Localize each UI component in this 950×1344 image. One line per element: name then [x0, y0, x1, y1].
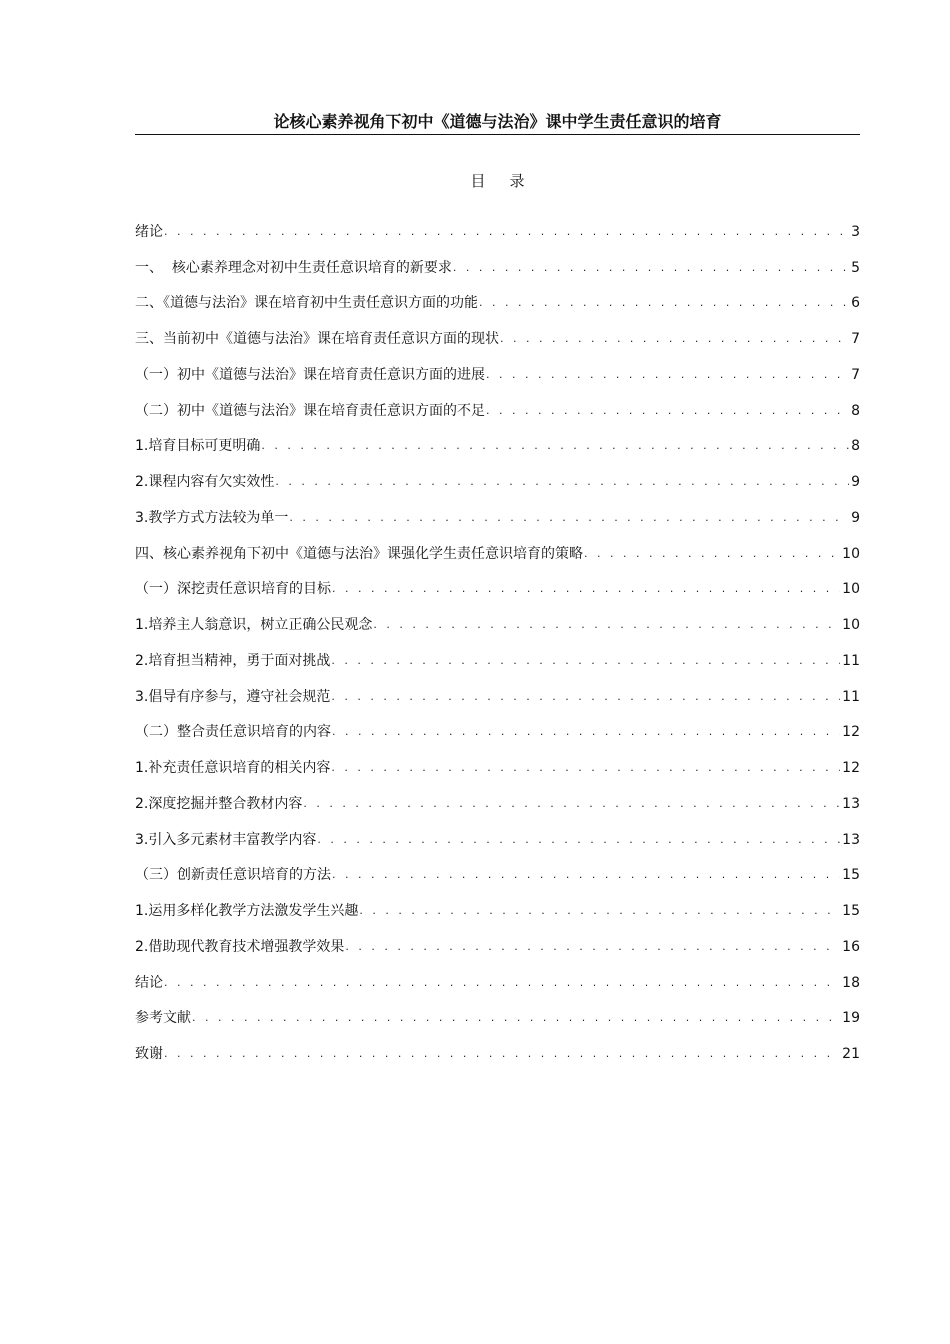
- toc-entry[interactable]: [135, 599, 860, 635]
- toc-leader-dots: [331, 758, 840, 778]
- toc-leader-dots: [359, 901, 840, 921]
- toc-leader-dots: [331, 687, 840, 707]
- toc-entry-label: （一）深挖责任意识培育的目标: [135, 581, 331, 598]
- toc-entry-page: 18: [842, 974, 860, 991]
- toc-entry[interactable]: [135, 564, 860, 600]
- toc-entry[interactable]: [135, 993, 860, 1029]
- toc-entry[interactable]: [135, 242, 860, 278]
- toc-entry-label: （二）初中《道德与法治》课在培育责任意识方面的不足: [135, 402, 485, 419]
- toc-entry[interactable]: [135, 921, 860, 957]
- page-header-title: 论核心素养视角下初中《道德与法治》课中学生责任意识的培育: [135, 110, 860, 135]
- toc-entry-page: 5: [851, 259, 860, 276]
- toc-entry[interactable]: [135, 885, 860, 921]
- toc-entry-label: 四、核心素养视角下初中《道德与法治》课强化学生责任意识培育的策略: [135, 545, 583, 562]
- toc-entry-label: 2.培育担当精神，勇于面对挑战: [135, 652, 331, 669]
- toc-entry-page: 3: [851, 223, 860, 240]
- toc-entry-page: 12: [842, 724, 860, 741]
- toc-entry-page: 13: [842, 831, 860, 848]
- toc-entry-page: 8: [851, 402, 860, 419]
- toc-heading: 目录: [470, 172, 549, 190]
- toc-entry-label: 3.教学方式方法较为单一: [135, 509, 289, 526]
- toc-entry[interactable]: [135, 957, 860, 993]
- toc-leader-dots: [164, 1044, 840, 1064]
- toc-entry-page: 10: [842, 545, 860, 562]
- toc-entry-label: 1.培养主人翁意识，树立正确公民观念: [135, 617, 373, 633]
- toc-entry-page: 19: [842, 1010, 860, 1027]
- toc-entry-label: 2.课程内容有欠实效性: [135, 474, 275, 490]
- toc-entry-page: 6: [851, 295, 860, 312]
- table-of-contents: [135, 206, 860, 1064]
- toc-entry-page: 11: [842, 652, 860, 669]
- toc-entry[interactable]: [135, 385, 860, 421]
- toc-entry-label: 3.引入多元素材丰富教学内容: [135, 831, 317, 848]
- toc-entry[interactable]: [135, 456, 860, 492]
- toc-entry-page: 11: [842, 688, 860, 705]
- toc-entry-page: 21: [842, 1046, 860, 1062]
- toc-leader-dots: [317, 830, 840, 850]
- toc-entry[interactable]: [135, 528, 860, 564]
- toc-entry-page: 7: [851, 366, 860, 383]
- toc-entry-label: 2.借助现代教育技术增强教学效果: [135, 938, 345, 955]
- toc-entry-label: 二、《道德与法治》课在培育初中生责任意识方面的功能: [135, 295, 478, 312]
- toc-entry-page: 8: [851, 438, 860, 455]
- toc-entry-label: 绪论: [135, 223, 163, 240]
- toc-leader-dots: [345, 937, 840, 957]
- toc-leader-dots: [303, 794, 840, 814]
- toc-entry-page: 9: [851, 509, 860, 526]
- toc-entry[interactable]: [135, 635, 860, 671]
- toc-entry-page: 7: [851, 331, 860, 347]
- toc-entry-label: 3.倡导有序参与，遵守社会规范: [135, 688, 331, 705]
- toc-entry-page: 16: [842, 938, 860, 955]
- toc-entry-page: 12: [842, 760, 860, 776]
- toc-leader-dots: [373, 615, 840, 635]
- toc-entry[interactable]: [135, 313, 860, 349]
- toc-leader-dots: [332, 722, 840, 742]
- toc-entry[interactable]: [135, 349, 860, 385]
- toc-entry[interactable]: [135, 278, 860, 314]
- toc-entry-page: 10: [842, 581, 860, 598]
- toc-entry-label: 1.运用多样化教学方法激发学生兴趣: [135, 903, 359, 919]
- toc-entry[interactable]: [135, 814, 860, 850]
- toc-leader-dots: [331, 651, 840, 671]
- toc-entry-page: 15: [842, 867, 860, 884]
- toc-leader-dots: [275, 472, 849, 492]
- toc-entry-label: 1.培育目标可更明确: [135, 438, 261, 455]
- toc-leader-dots: [164, 222, 849, 242]
- toc-entry-label: （一）初中《道德与法治》课在培育责任意识方面的进展: [135, 366, 485, 383]
- toc-leader-dots: [261, 436, 849, 456]
- toc-entry-label: 1.补充责任意识培育的相关内容: [135, 760, 331, 776]
- toc-entry[interactable]: [135, 1028, 860, 1064]
- toc-entry-page: 13: [842, 795, 860, 812]
- toc-entry[interactable]: [135, 850, 860, 886]
- toc-entry-page: 9: [851, 474, 860, 490]
- toc-entry-label: 致谢: [135, 1046, 163, 1062]
- toc-entry-label: 结论: [135, 974, 163, 991]
- toc-leader-dots: [500, 329, 849, 349]
- toc-entry[interactable]: [135, 492, 860, 528]
- toc-entry[interactable]: [135, 421, 860, 457]
- toc-entry[interactable]: [135, 742, 860, 778]
- toc-leader-dots: [164, 973, 840, 993]
- toc-entry-page: 15: [842, 903, 860, 919]
- toc-leader-dots: [486, 401, 849, 421]
- toc-entry[interactable]: [135, 707, 860, 743]
- toc-leader-dots: [486, 365, 849, 385]
- toc-entry-label: 一、 核心素养理念对初中生责任意识培育的新要求: [135, 259, 452, 276]
- toc-leader-dots: [289, 508, 849, 528]
- toc-entry[interactable]: [135, 206, 860, 242]
- toc-leader-dots: [192, 1008, 840, 1028]
- toc-leader-dots: [453, 258, 849, 278]
- toc-entry-label: （二）整合责任意识培育的内容: [135, 724, 331, 741]
- toc-entry[interactable]: [135, 671, 860, 707]
- toc-entry-label: 2.深度挖掘并整合教材内容: [135, 795, 303, 812]
- toc-entry-label: 三、当前初中《道德与法治》课在培育责任意识方面的现状: [135, 331, 499, 347]
- toc-leader-dots: [479, 293, 849, 313]
- toc-leader-dots: [332, 865, 840, 885]
- toc-leader-dots: [332, 579, 840, 599]
- toc-entry-label: （三）创新责任意识培育的方法: [135, 867, 331, 884]
- toc-entry-page: 10: [842, 617, 860, 633]
- toc-leader-dots: [584, 544, 840, 564]
- toc-entry[interactable]: [135, 778, 860, 814]
- toc-entry-label: 参考文献: [135, 1010, 191, 1027]
